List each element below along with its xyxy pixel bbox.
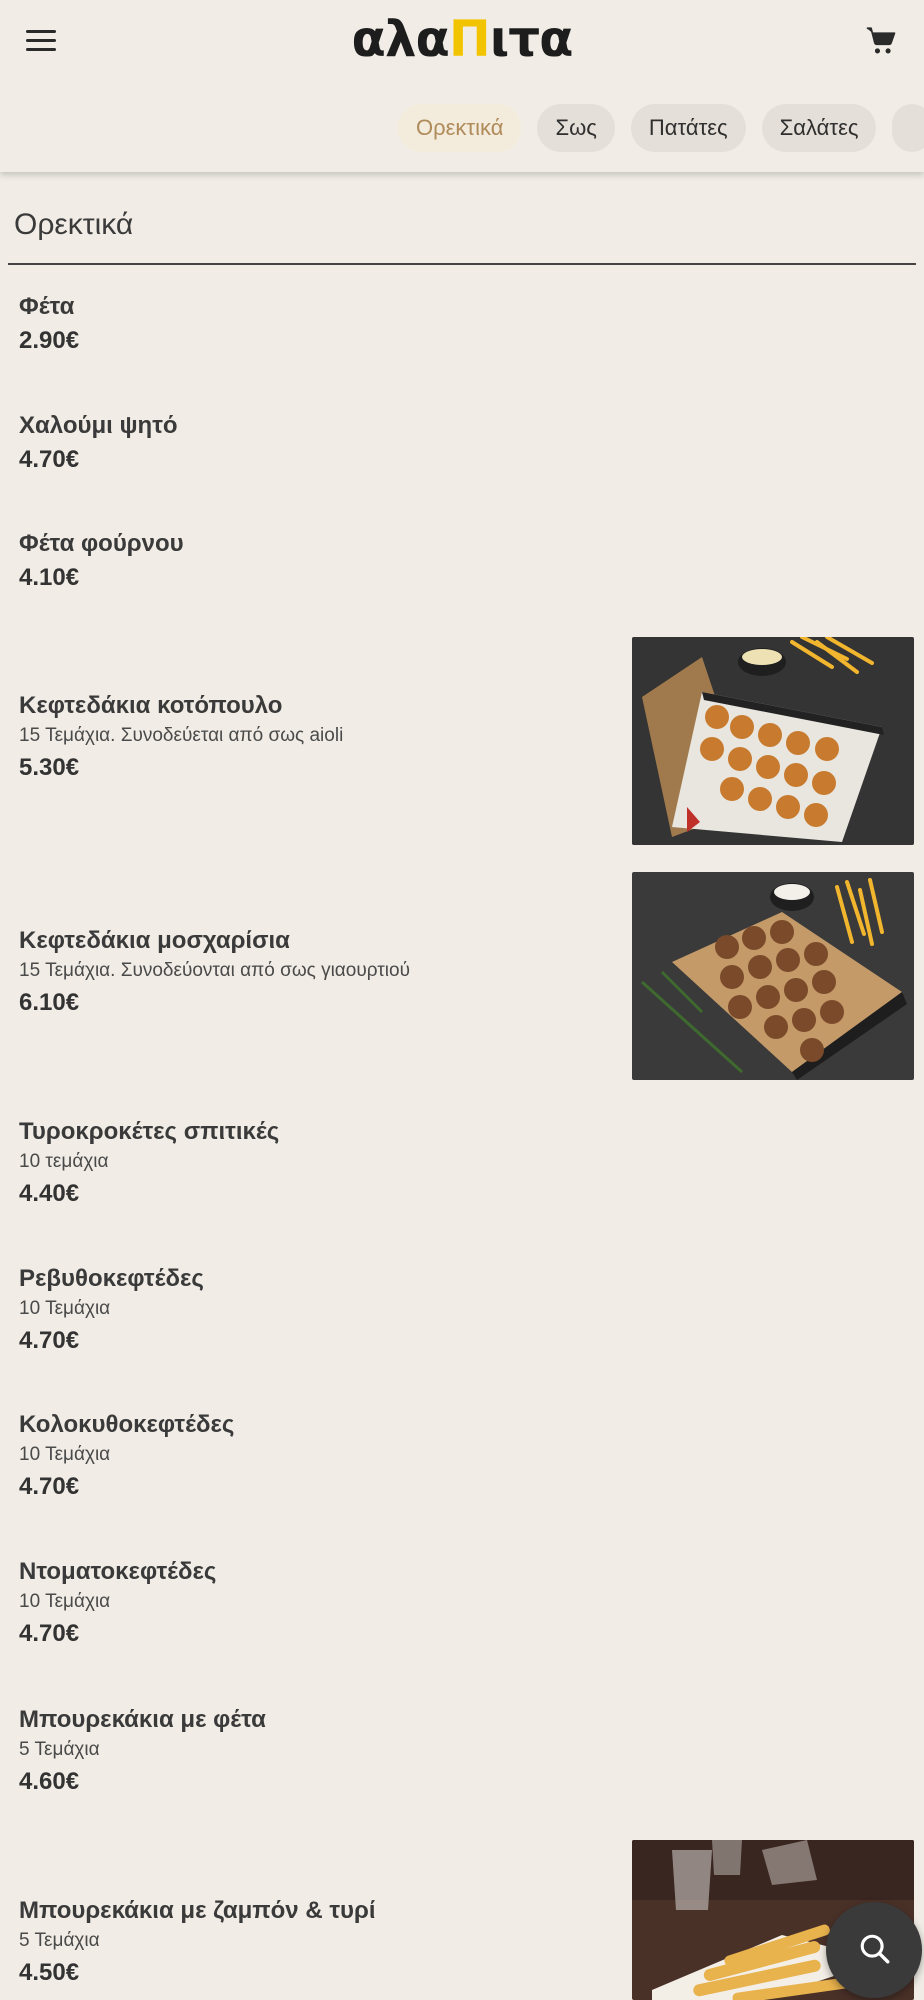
menu-item[interactable] xyxy=(19,926,410,1018)
item-name: Κεφτεδάκια κοτόπουλο xyxy=(19,692,283,719)
item-price: 6.10€ xyxy=(19,989,80,1016)
menu-item[interactable] xyxy=(19,691,343,783)
item-description: 10 Τεμάχια xyxy=(19,1444,111,1465)
item-name: Ντοματοκεφτέδες xyxy=(19,1558,217,1585)
item-price: 4.40€ xyxy=(19,1180,80,1207)
item-name: Φέτα xyxy=(19,293,75,320)
item-price: 2.90€ xyxy=(19,327,80,354)
menu-item[interactable] xyxy=(19,1557,216,1649)
tab-more[interactable] xyxy=(892,104,924,152)
search-button[interactable] xyxy=(826,1902,922,1998)
menu-item[interactable] xyxy=(19,1410,234,1502)
item-name: Χαλούμι ψητό xyxy=(19,412,178,439)
logo[interactable]: αλαΠιτα xyxy=(351,10,573,68)
item-name: Ρεβυθοκεφτέδες xyxy=(19,1265,204,1292)
item-price: 4.60€ xyxy=(19,1768,80,1795)
item-name: Μπουρεκάκια με φέτα xyxy=(19,1706,266,1733)
menu-item[interactable] xyxy=(19,1117,279,1209)
menu-item[interactable] xyxy=(19,529,184,593)
item-price: 4.50€ xyxy=(19,1959,80,1986)
menu-item[interactable] xyxy=(19,1896,376,1988)
item-price: 4.70€ xyxy=(19,1327,80,1354)
section-title: Ορεκτικά xyxy=(14,208,134,241)
section-divider xyxy=(8,263,916,265)
menu-item[interactable] xyxy=(19,292,79,356)
item-description: 10 Τεμάχια xyxy=(19,1298,111,1319)
menu-item[interactable] xyxy=(19,411,178,475)
item-price: 4.70€ xyxy=(19,1473,80,1500)
item-name: Κολοκυθοκεφτέδες xyxy=(19,1411,235,1438)
tab-orektika[interactable]: Ορεκτικά xyxy=(398,104,521,152)
tab-salates[interactable]: Σαλάτες xyxy=(762,104,877,152)
app-header xyxy=(0,0,924,172)
item-price: 5.30€ xyxy=(19,754,80,781)
item-description: 5 Τεμάχια xyxy=(19,1930,100,1951)
category-tabs xyxy=(398,104,924,152)
tab-patates[interactable]: Πατάτες xyxy=(631,104,746,152)
search-icon xyxy=(858,1932,892,1966)
item-description: 15 Τεμάχια. Συνοδεύονται από σως γιαουρτιού xyxy=(19,960,410,981)
item-price: 4.70€ xyxy=(19,1620,80,1647)
item-name: Μπουρεκάκια με ζαμπόν & τυρί xyxy=(19,1897,376,1924)
beef-meatballs-photo[interactable] xyxy=(632,872,914,1080)
item-description: 15 Τεμάχια. Συνοδεύεται από σως aioli xyxy=(19,725,344,746)
item-name: Κεφτεδάκια μοσχαρίσια xyxy=(19,927,290,954)
menu-item[interactable] xyxy=(19,1264,204,1356)
menu-item[interactable] xyxy=(19,1705,266,1797)
item-price: 4.70€ xyxy=(19,446,80,473)
item-description: 10 τεμάχια xyxy=(19,1151,109,1172)
item-name: Τυροκροκέτες σπιτικές xyxy=(19,1118,280,1145)
item-description: 5 Τεμάχια xyxy=(19,1739,100,1760)
cart-icon[interactable] xyxy=(864,24,898,58)
item-name: Φέτα φούρνου xyxy=(19,530,184,557)
item-description: 10 Τεμάχια xyxy=(19,1591,111,1612)
tab-sos[interactable]: Σως xyxy=(537,104,614,152)
chicken-meatballs-photo[interactable] xyxy=(632,637,914,845)
item-price: 4.10€ xyxy=(19,564,80,591)
